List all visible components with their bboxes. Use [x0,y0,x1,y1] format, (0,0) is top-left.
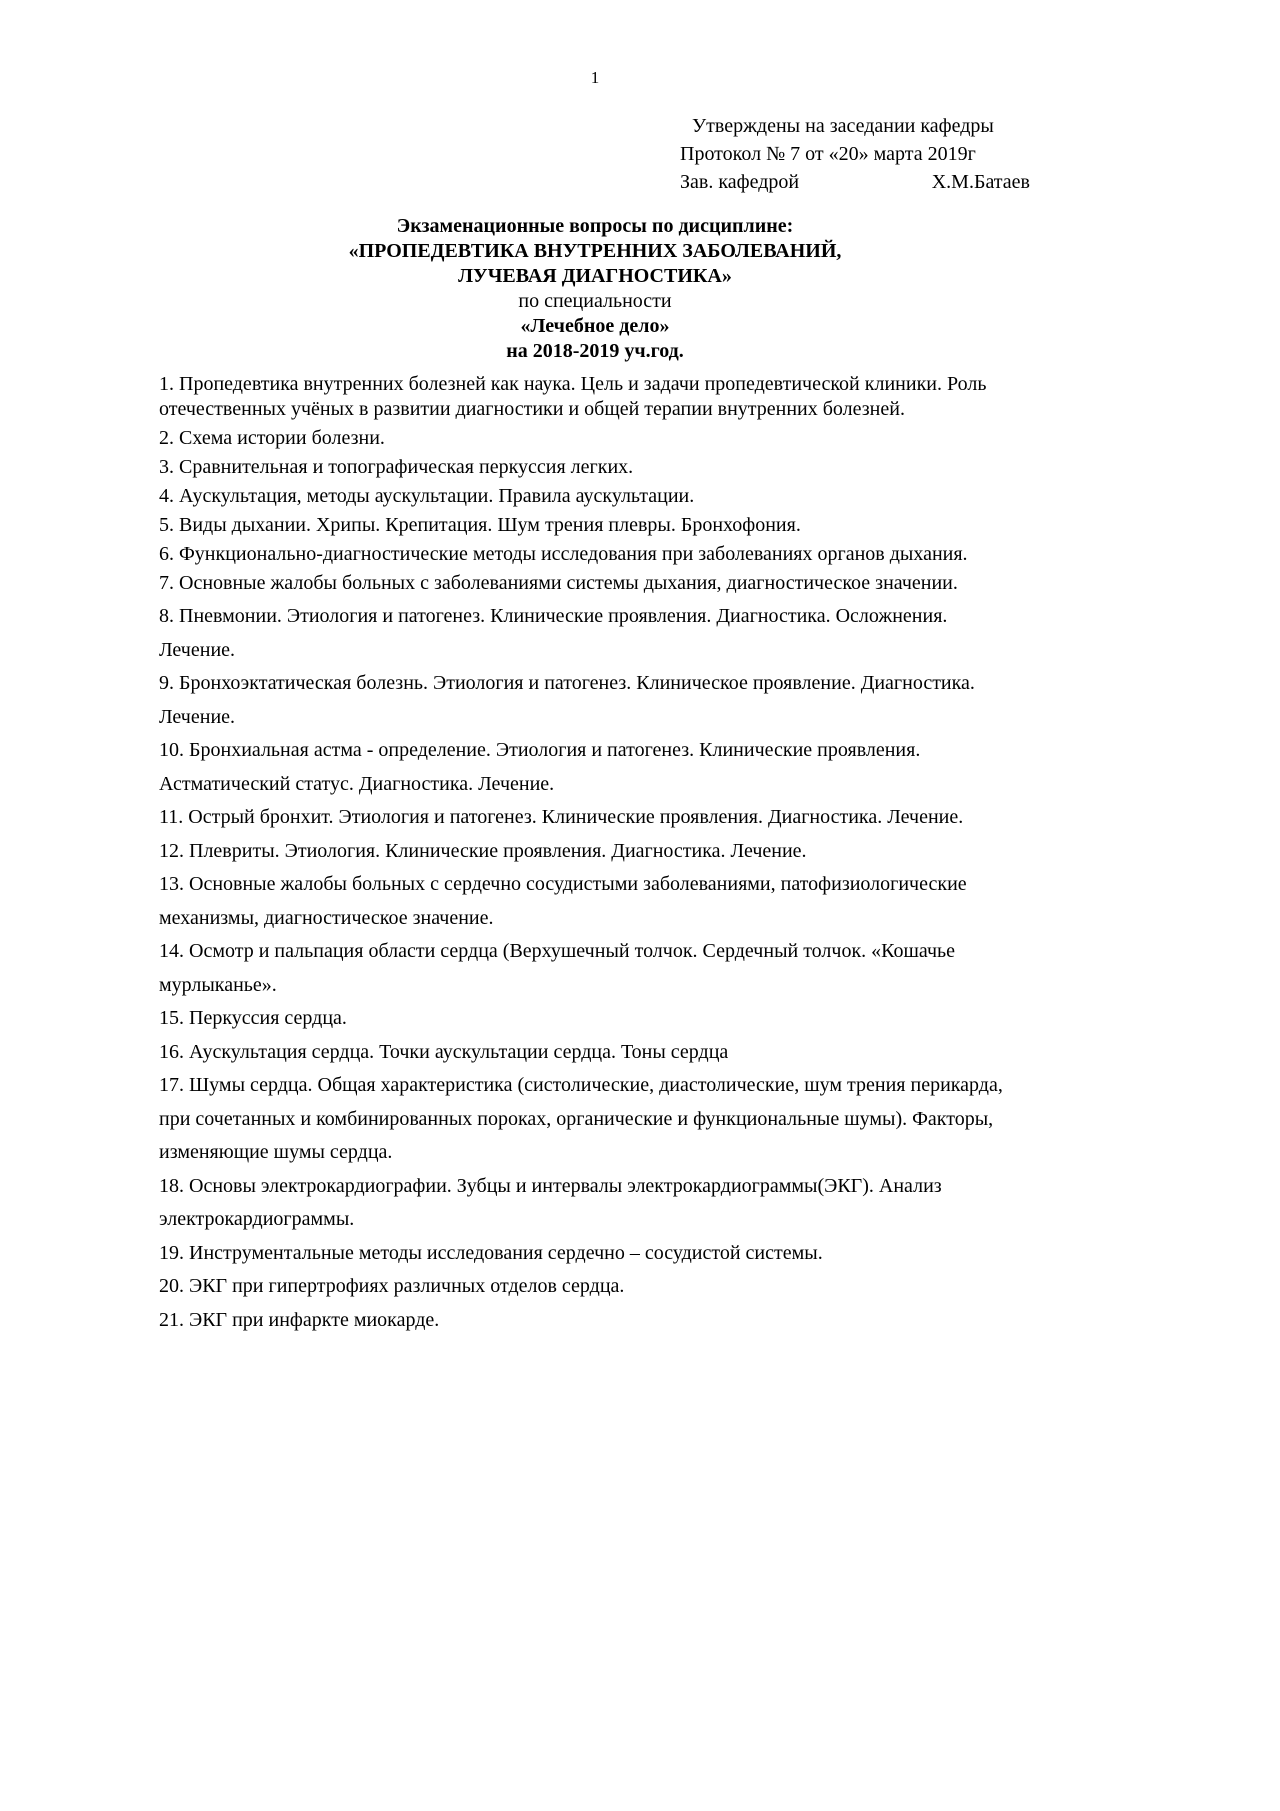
question-item: 16. Аускультация сердца. Точки аускультации сердца. Тоны сердца [159,1040,729,1063]
question-item: 3. Сравнительная и топографическая перкуссия легких. [159,456,634,478]
question-item: 20. ЭКГ при гипертрофиях различных отделов сердца. [159,1275,625,1297]
question-item: 2. Схема истории болезни. [159,427,385,449]
question-item: 21. ЭКГ при инфаркте миокарде. [159,1308,440,1331]
page-number: 1 [590,68,600,87]
question-item: 8. Пневмонии. Этиология и патогенез. Клинические проявления. Диагностика. Осложнения. Лечение. [159,605,948,661]
academic-year: на 2018-2019 уч.год. [506,340,684,362]
question-item: 10. Бронхиальная астма - определение. Этиология и патогенез. Клинические проявления. Астматический статус. Диагностика. Лечение. [159,739,921,795]
head-name: Х.М.Батаев [931,171,1030,193]
question-item: 17. Шумы сердца. Общая характеристика (систолические, диастолические, шум трения перикарда, при сочетанных и комбинированных пороках, органические и функциональные шумы). Факторы, изменяющие шумы сердца. [159,1074,1003,1163]
discipline-line-1: «ПРОПЕДЕВТИКА ВНУТРЕННИХ ЗАБОЛЕВАНИЙ, [348,240,842,262]
approval-block [680,112,1030,196]
question-item: 15. Перкуссия сердца. [159,1007,347,1029]
document-header [0,214,1190,364]
question-item: 5. Виды дыхании. Хрипы. Крепитация. Шум трения плевры. Бронхофония. [159,514,801,536]
question-item: 9. Бронхоэктатическая болезнь. Этиология и патогенез. Клиническое проявление. Диагностика. Лечение. [159,672,975,728]
specialty-name: «Лечебное дело» [520,315,670,337]
question-item: 1. Пропедевтика внутренних болезней как наука. Цель и задачи пропедевтической клиники. Роль отечественных учёных в развитии диагностики и общей терапии внутренних болезней. [159,373,987,420]
question-item: 4. Аускультация, методы аускультации. Правила аускультации. [159,485,695,507]
questions-list [159,372,1019,1337]
specialty-label: по специальности [518,290,672,312]
question-item: 11. Острый бронхит. Этиология и патогенез. Клинические проявления. Диагностика. Лечение. [159,806,964,828]
document-title: Экзаменационные вопросы по дисциплине: [396,215,794,237]
question-item: 6. Функционально-диагностические методы исследования при заболеваниях органов дыхания. [159,543,968,565]
protocol-line: Протокол № 7 от «20» марта 2019г [680,143,976,165]
approval-line: Утверждены на заседании кафедры [692,115,994,137]
question-item: 13. Основные жалобы больных с сердечно сосудистыми заболеваниями, патофизиологические механизмы, диагностическое значение. [159,873,967,929]
question-item: 18. Основы электрокардиографии. Зубцы и интервалы электрокардиограммы(ЭКГ). Анализ электрокардиограммы. [159,1174,942,1230]
question-item: 19. Инструментальные методы исследования сердечно – сосудистой системы. [159,1241,823,1264]
question-item: 14. Осмотр и пальпация области сердца (Верхушечный толчок. Сердечный толчок. «Кошачье мурлыканье». [159,940,956,996]
question-item: 7. Основные жалобы больных с заболеваниями системы дыхания, диагностическое значении. [159,572,958,594]
question-item: 12. Плевриты. Этиология. Клинические проявления. Диагностика. Лечение. [159,839,807,862]
discipline-line-2: ЛУЧЕВАЯ ДИАГНОСТИКА» [458,265,732,287]
head-position: Зав. кафедрой [680,171,800,193]
head-of-department-line [680,168,1030,196]
